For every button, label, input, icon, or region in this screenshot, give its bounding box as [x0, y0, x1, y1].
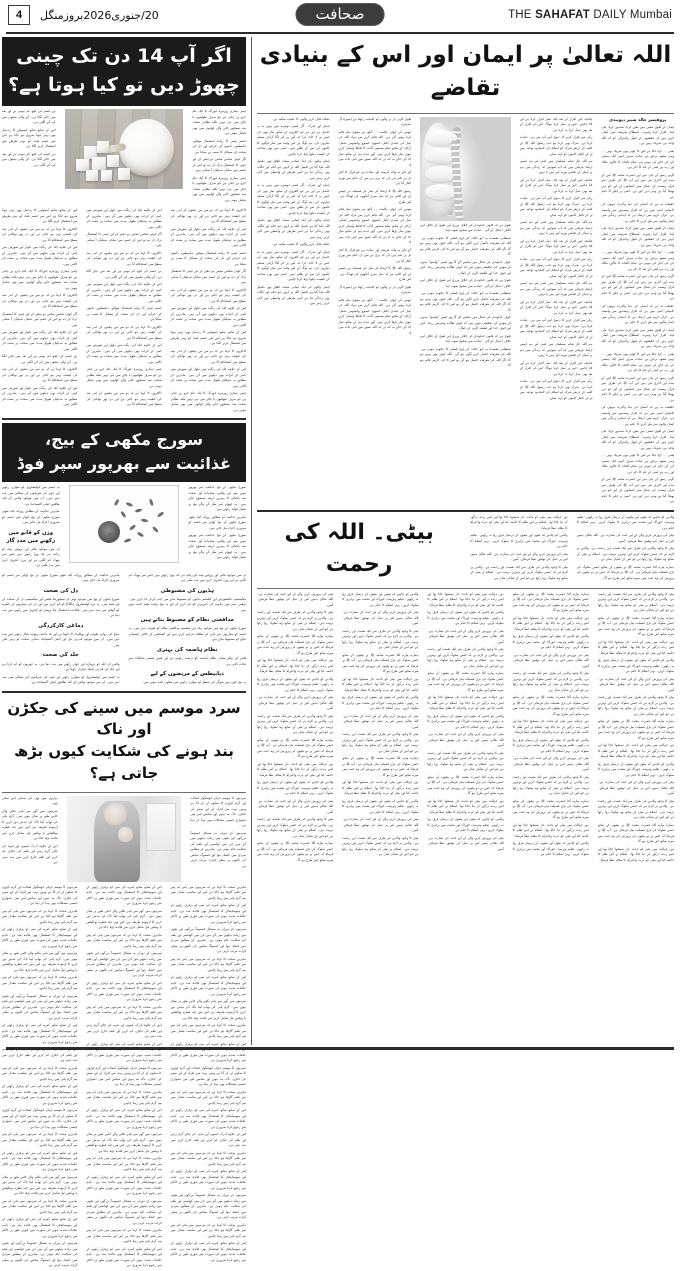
masthead-divider — [6, 32, 674, 34]
man-head-shape — [104, 803, 127, 825]
daughter-headline: بیٹی۔ اللہ کی رحمت — [284, 519, 434, 577]
sunflower-photo-wrap — [69, 485, 180, 563]
sugar-cube — [101, 170, 112, 181]
sugar-col-left — [2, 109, 56, 170]
daughter-col-a-text: والدین کو چاہیے کہ بیٹوں اور بیٹیوں کے درمیان فرق روا نہ رکھیں۔ تعلیم وتربیت، خوراک اور محبت میں برابری کا سلوک کریں۔ یہی اسلام کا حکم ہے۔ بیٹی کی پرورش کرنے والے کے لیے جنت کی بشارت ہے۔ اللہ تعالیٰ ہمیں اس پر عمل کی توفیق عطا فرمائے۔ آمین۔ بیٹی کا وجود والدین کی طرف سے ایک نعمت، اور رحمت ہے۔ والدین پر لازم ہے کہ حسن سلوک کریں اور بہترین تربیت دیں۔ اسلام نے بیٹی کے ساتھ وہ سلوک روا رکھا ہے جو اس کے شایان شان ہے۔ ہمارے پیارے آقا حضرت محمد ﷺ نے بیٹیوں کے ساتھ حسن سلوک کی بڑی فضیلت بیان فرمائی ہے۔ آپ ﷺ نے فرمایا کہ جس نے دو بیٹیوں کی پرورش کی وہ جنت میں میرے ساتھ اس طرح ہو گا۔ — [576, 514, 674, 580]
sunflower-col-right — [188, 485, 246, 563]
coughing-man-photo — [67, 796, 182, 882]
masthead — [6, 0, 674, 30]
daughter-body-col-2 — [513, 592, 589, 860]
publication-brand: SAHAFAT — [535, 9, 590, 21]
sugar-bottom-col-1 — [171, 208, 246, 415]
lead-col-1 — [601, 117, 674, 507]
sunflower-section-text: فائبر کی وافر مقدار نظام ہاضمہ کو درست رکھتی ہے اور قبض جیسی شکایات سے نجات دلاتی ہے۔ — [128, 656, 246, 666]
sunflower-seed — [137, 532, 144, 538]
page-number: 4 — [8, 5, 30, 25]
cold-bottom-col-2 — [86, 885, 161, 1271]
cold-bottom-1: ماہرین صحت کا کہنا ہے کہ سردیوں میں پانی کم پینے سے بلغم گاڑھا ہو جاتا ہے اس لیے مناسب مقدار میں نیم گرم پانی پیتے رہنا چاہیے۔ اس کے ساتھ ساتھ کمرے کی نمی کو برقرار رکھنے کے لیے ہیومیڈیفائر کا استعمال بھی فائدہ مند ہے۔ تاہم علامات شدید ہونے کی صورت میں فوری طور پر ڈاکٹر سے رجوع کرنا ضروری ہے۔ سردیوں کے دوران یہ مسائل خصوصاً بزرگوں اور بچوں میں زیادہ دیکھنے میں آتے ہیں جن میں کھانسی اور بلغم کی شکایت عام ہوتی ہے۔ ماہرین کے مطابق سردی میں خشک ہوا اور اسموگ سانس کی نالیوں پر منفی اثرات مرتب کرتی ہے۔ ماہرین صحت کا کہنا ہے کہ سردیوں میں پانی کم پینے سے بلغم گاڑھا ہو جاتا ہے اس لیے مناسب مقدار میں نیم گرم پانی پیتے رہنا چاہیے۔ اس کے ساتھ ساتھ کمرے کی نمی کو برقرار رکھنے کے لیے ہیومیڈیفائر کا استعمال بھی فائدہ مند ہے۔ تاہم علامات شدید ہونے کی صورت میں فوری طور پر ڈاکٹر سے رجوع کرنا ضروری ہے۔ سردیوں میں گھر سے باہر نکلنے والے خاص طور پر متاثر ہوتے ہیں۔ گرم پانی کی بھاپ لینا ناک کی بندش دور کرنے کا آزمودہ طریقہ ہے، اس میں چند قطرے یوکلپٹس یا ویکس تیل شامل کرنے سے فائدہ بڑھ جاتا ہے۔ ماہرین صحت کا کہنا ہے کہ سردیوں میں پانی کم پینے سے بلغم گاڑھا ہو جاتا ہے اس لیے مناسب مقدار میں نیم گرم پانی پیتے رہنا چاہیے۔ اس کے ساتھ ساتھ کمرے کی نمی کو برقرار رکھنے کے لیے ہیومیڈیفائر کا استعمال بھی فائدہ مند ہے۔ تاہم علامات شدید ہونے کی صورت میں فوری طور پر ڈاکٹر سے رجوع کرنا ضروری ہے۔ سردیوں کا موسم جہاں خوشگوار لمحات اور گرم کپڑوں کا سکون لے کر آتا ہے وہیں بہت سے افراد کے لیے سینے کی جکڑن، ناک بند ہونے اور سانس لینے میں دشواری جیسی مشکلات بھی پیدا کر دیتا ہے۔ ماہرین صحت کا کہنا ہے کہ سردیوں میں پانی کم پینے سے بلغم گاڑھا ہو جاتا ہے اس لیے مناسب مقدار میں نیم گرم پانی پیتے رہنا چاہیے۔ اس کے ساتھ ساتھ کمرے کی نمی کو برقرار رکھنے کے لیے ہیومیڈیفائر کا استعمال بھی فائدہ مند ہے۔ تاہم علامات شدید ہونے کی صورت میں فوری طور پر ڈاکٹر سے رجوع کرنا ضروری ہے۔ اس کے علاوہ ادرک، لیموں اور شہد کی چائے گرم رہنے اور بلغم کی جکڑن کم کرنے اور بلغم خارج کرنے میں مدد دیتی ہے۔ ماہرین صحت کا کہنا ہے کہ سردیوں میں پانی کم پینے سے بلغم گاڑھا ہو جاتا ہے اس لیے مناسب مقدار میں نیم گرم پانی پیتے رہنا چاہیے۔ اس کے ساتھ ساتھ کمرے کی نمی کو برقرار رکھنے کے لیے ہیومیڈیفائر کا استعمال بھی فائدہ مند ہے۔ تاہم علامات شدید ہونے کی صورت میں فوری طور پر ڈاکٹر سے رجوع کرنا ضروری ہے۔ سردیوں کے دوران یہ مسائل خصوصاً بزرگوں اور بچوں میں زیادہ دیکھنے میں آتے ہیں جن میں کھانسی اور بلغم کی شکایت عام ہوتی ہے۔ ماہرین کے مطابق سردی میں خشک ہوا اور اسموگ سانس کی نالیوں پر منفی اثرات مرتب کرتی ہے۔ ماہرین صحت کا کہنا ہے کہ سردیوں میں پانی کم پینے سے بلغم گاڑھا ہو جاتا ہے اس لیے مناسب مقدار میں نیم گرم پانی پیتے رہنا چاہیے۔ اس کے ساتھ ساتھ کمرے کی نمی کو برقرار رکھنے کے لیے ہیومیڈیفائر کا استعمال بھی فائدہ مند ہے۔ تاہم علامات شدید ہونے کی صورت میں فوری طور پر ڈاکٹر سے رجوع کرنا ضروری ہے۔ — [170, 884, 246, 1262]
sahafat-logo: صحافت — [296, 3, 385, 26]
daughter-body-col-3 — [427, 592, 503, 855]
sugar-col-right-text: چینی ہماری روزمرہ خوراک کا ایک عام جزو بن چکی ہے جو صرف مٹھائیوں یا چائے میں ہی نہیں بلکہ بظاہر صحت مند سمجھے جانے والے کھانوں میں بھی شامل ہوتی ہے۔ جسم چینی کا زیادہ استعمال موٹاپے، ذیابیطس، دانتوں کی خرابی اور دل کی صحت کے مسائل کا سبب بن سکتا ہے۔ اگر کوئی شخص محض دو ہفتے کے لیے چینی کا استعمال ترک کر دے تو اس کے جسم میں نمایاں تبدیلیاں آ سکتی ہیں۔ چینی ہماری روزمرہ خوراک کا ایک عام جزو بن چکی ہے جو صرف مٹھائیوں یا چائے میں ہی نہیں بلکہ بظاہر صحت مند سمجھے جانے والے کھانوں میں بھی شامل ہوتی ہے۔ — [192, 109, 246, 202]
sunflower-section-text: یہ بیج خون میں شوگر کی سطح کو متوازن رکھنے میں معاون ثابت ہوتے ہیں۔ — [141, 680, 246, 685]
cold-top-row — [2, 796, 246, 882]
sunflower-seed — [152, 526, 159, 533]
daughter-body-col-4 — [342, 592, 418, 860]
cold-col-left — [2, 796, 58, 868]
publication-prefix: THE — [508, 9, 536, 21]
sunflower-section-title: ہڈیوں کی مضبوطی — [160, 587, 214, 594]
cold-bottom-col-3 — [2, 885, 77, 1271]
sunflower-article — [2, 423, 246, 688]
main-section — [257, 37, 674, 1045]
sunflower-section-title: ذیابیطس کے مریضوں کے لیے — [150, 671, 224, 678]
cold-rule — [2, 792, 246, 793]
sugar-top-row — [2, 109, 246, 205]
sugar-bottom-2: اس کے علاوہ جلد کی رنگت میں نکھار اور سوزش میں کمی کے اثرات بھی دیکھنے میں آتے ہیں۔ ماہرین کے مطابق یہ تبدیلیاں طویل مدت میں صحت پر مثبت اثر ڈالتی ہیں۔ اگر کوئی شخص محض دو ہفتے کے لیے چینی کا استعمال ترک کر دے تو اس کے جسم میں نمایاں تبدیلیاں آ سکتی ہیں۔ ڈاکٹروں کا کہنا ہے کہ دو سے تین ہفتوں کے اندر نیند کی کیفیت بہتر ہو جاتی ہے اور دن بھر توانائی کی سطح میں استحکام آتا ہے۔ ہے جسم کی کچھ کم ہوتی ہے اور بعد میں جانے لگتا ہے۔ آنے والی ہفتوں میں کی آنے لگتی ہے۔ اس کے علاوہ جلد کی رنگت میں نکھار اور سوزش میں کمی کے اثرات بھی دیکھنے میں آتے ہیں۔ ماہرین کے مطابق یہ تبدیلیاں طویل مدت میں صحت پر مثبت اثر ڈالتی ہیں۔ جسم چینی کا زیادہ استعمال موٹاپے، ذیابیطس، دانتوں کی خرابی اور دل کی صحت کے مسائل کا سبب بن سکتا ہے۔ ڈاکٹروں کا کہنا ہے کہ دو سے تین ہفتوں کے اندر نیند کی کیفیت بہتر ہو جاتی ہے اور دن بھر توانائی کی سطح میں استحکام آتا ہے۔ اس کے علاوہ جلد کی رنگت میں نکھار اور سوزش میں کمی کے اثرات بھی دیکھنے میں آتے ہیں۔ ماہرین کے مطابق یہ تبدیلیاں طویل مدت میں صحت پر مثبت اثر ڈالتی ہیں۔ چینی ہماری روزمرہ خوراک کا ایک عام جزو بن چکی ہے جو صرف مٹھائیوں یا چائے میں ہی نہیں بلکہ بظاہر صحت مند سمجھے جانے والے کھانوں میں بھی شامل ہوتی ہے۔ ڈاکٹروں کا کہنا ہے کہ دو سے تین ہفتوں کے اندر نیند کی کیفیت بہتر ہو جاتی ہے اور دن بھر توانائی کی سطح میں استحکام آتا ہے۔ — [86, 208, 162, 406]
sugar-photo-wrap — [65, 109, 184, 189]
sunflower-top-row — [2, 485, 246, 571]
sugar-bottom-1: ڈاکٹروں کا کہنا ہے کہ دو سے تین ہفتوں کے اندر نیند کی کیفیت بہتر ہو جاتی ہے اور دن بھر توانائی کی سطح میں استحکام آتا ہے۔ اس کے علاوہ جلد کی رنگت میں نکھار اور سوزش میں کمی کے اثرات بھی دیکھنے میں آتے ہیں۔ ماہرین کے مطابق یہ تبدیلیاں طویل مدت میں صحت پر مثبت اثر ڈالتی ہیں۔ جسم چینی کا زیادہ استعمال موٹاپے، ذیابیطس، دانتوں کی خرابی اور دل کی صحت کے مسائل کا سبب بن سکتا ہے۔ اگر کوئی شخص محض دو ہفتے کے لیے چینی کا استعمال ترک کر دے تو اس کے جسم میں نمایاں تبدیلیاں آ سکتی ہیں۔ ڈاکٹروں کا کہنا ہے کہ دو سے تین ہفتوں کے اندر نیند کی کیفیت بہتر ہو جاتی ہے اور دن بھر توانائی کی سطح میں استحکام آتا ہے۔ اس کے علاوہ جلد کی رنگت میں نکھار اور سوزش میں کمی کے اثرات بھی دیکھنے میں آتے ہیں۔ ماہرین کے مطابق یہ تبدیلیاں طویل مدت میں صحت پر مثبت اثر ڈالتی ہیں۔ اس کے ساتھ ساتھ انسولین کا ردعمل بھی بہتر ہونا شروع ہو جاتا ہے اس سے جسم فیٹ کو بہتر طریقے سے استعمال کرنے لگتا ہے۔ ڈاکٹروں کا کہنا ہے کہ دو سے تین ہفتوں کے اندر نیند کی کیفیت بہتر ہو جاتی ہے اور دن بھر توانائی کی سطح میں استحکام آتا ہے۔ اس کے علاوہ جلد کی رنگت میں نکھار اور سوزش میں کمی کے اثرات بھی دیکھنے میں آتے ہیں۔ ماہرین کے مطابق یہ تبدیلیاں طویل مدت میں صحت پر مثبت اثر ڈالتی ہیں۔ چینی ہماری روزمرہ خوراک کا ایک عام جزو بن چکی ہے جو صرف مٹھائیوں یا چائے میں ہی نہیں بلکہ بظاہر صحت مند سمجھے جانے والے کھانوں میں بھی شامل ہوتی ہے۔ — [170, 208, 246, 412]
lead-top-row — [257, 117, 674, 507]
cold-bottom-row — [2, 885, 246, 1271]
sunflower-seed — [114, 499, 120, 506]
lead-col-3 — [420, 117, 511, 371]
section-divider-2 — [2, 418, 246, 420]
sunflower-seed — [120, 511, 126, 518]
lead-col-3-text: تقویٰ ہے کہ قانون خداوندی کی خلاف ورزی اور تقویٰ کے خلاف اپنے خلاف اعمال کردگی۔ عبادت سے صحیح نمونہ اپنا۔ شیطانی مفسدہ یہ جو حالت کی اوج باطنی کا عجوب ہوتی ہے۔ اللہ کی معرفت حاصل کرنے لگیں ہو گی۔ اللہ خوف بھی نہیں ہو گا، اگر اللہ کی معرفت حاصل ہو گی تو اس کا اذن لازمی قائم ہو گا۔ خوف خداوندی کی شکل میں سامنے آئے گا پھر ایسے ”تواضع“ بندوں کے مومن کی تحقیقی ہوتے ہیں کہ کوئی طالب وشرمین رہتا۔ اس لیے خوف خدا اور لطیفہ الٰہی کے کمال۔ تقویٰ ہے کہ قانون خداوندی کی خلاف ورزی اور تقویٰ کے خلاف اپنے خلاف اعمال کردگی۔ عبادت سے صحیح نمونہ اپنا۔ شیطانی مفسدہ یہ جو حالت کی اوج باطنی کا عجوب ہوتی ہے۔ اللہ کی معرفت حاصل کرنے لگیں ہو گی۔ اللہ خوف بھی نہیں ہو گا، اگر اللہ کی معرفت حاصل ہو گی تو اس کا اذن لازمی قائم ہو گا۔ خوف خداوندی کی شکل میں سامنے آئے گا پھر ایسے ”تواضع“ بندوں کے مومن کی تحقیقی ہوتے ہیں کہ کوئی طالب وشرمین رہتا۔ اس لیے خوف خدا اور لطیفہ الٰہی کے کمال۔ تقویٰ ہے کہ قانون خداوندی کی خلاف ورزی اور تقویٰ کے خلاف اپنے خلاف اعمال کردگی۔ عبادت سے صحیح نمونہ اپنا۔ شیطانی مفسدہ یہ جو حالت کی اوج باطنی کا عجوب ہوتی ہے۔ اللہ کی معرفت حاصل کرنے لگیں ہو گی۔ اللہ خوف بھی نہیں ہو گا، اگر اللہ کی معرفت حاصل ہو گی تو اس کا اذن لازمی قائم ہو گا۔ — [420, 222, 511, 368]
daughter-body-col-1 — [598, 592, 674, 866]
lead-col-5 — [257, 117, 330, 309]
daughter-body-row — [257, 592, 674, 866]
sunflower-section-extra: یہ جسم میں کولیسٹرول کو متوازن رکھنے اور خون کی شریانوں کی صفائی میں مدد دیتے ہیں۔ ان میں موجود وٹامن ای ایک طاقتور اینٹی آکسیڈنٹ ہے۔ — [2, 674, 120, 685]
lead-headline-rule — [257, 113, 674, 114]
daughter-body-col-5 — [257, 592, 333, 866]
sunflower-intro-left: یہ جسم میں کولیسٹرول کو متوازن رکھنے اور خون کی شریانوں کی صفائی میں مدد دیتے ہیں۔ ان میں موجود وٹامن ای ایک طاقتور اینٹی آکسیڈنٹ ہے۔ ماہرین غذائیت کے مطابق روزانہ ایک مٹھی سورج مکھی کے بیج کھانے سے جسم کو ضروری اجزاء مل جاتے ہیں۔ — [2, 485, 60, 524]
sugar-bottom-3: اس کے ساتھ ساتھ انسولین کا ردعمل بھی بہتر ہونا شروع ہو جاتا ہے اس سے جسم فیٹ کو بہتر طریقے سے استعمال کرنے لگتا ہے۔ ڈاکٹروں کا کہنا ہے کہ دو سے تین ہفتوں کے اندر نیند کی کیفیت بہتر ہو جاتی ہے اور دن بھر توانائی کی سطح میں استحکام آتا ہے۔ اس کے علاوہ جلد کی رنگت میں نکھار اور سوزش میں کمی کے اثرات بھی دیکھنے میں آتے ہیں۔ ماہرین کے مطابق یہ تبدیلیاں طویل مدت میں صحت پر مثبت اثر ڈالتی ہیں۔ چینی ہماری روزمرہ خوراک کا ایک عام جزو بن چکی ہے جو صرف مٹھائیوں یا چائے میں ہی نہیں بلکہ بظاہر صحت مند سمجھے جانے والے کھانوں میں بھی شامل ہوتی ہے۔ ڈاکٹروں کا کہنا ہے کہ دو سے تین ہفتوں کے اندر نیند کی کیفیت بہتر ہو جاتی ہے اور دن بھر توانائی کی سطح میں استحکام آتا ہے۔ اگر کوئی شخص محض دو ہفتے کے لیے چینی کا استعمال ترک کر دے تو اس کے جسم میں نمایاں تبدیلیاں آ سکتی ہیں۔ اس کے علاوہ جلد کی رنگت میں نکھار اور سوزش میں کمی کے اثرات بھی دیکھنے میں آتے ہیں۔ ماہرین کے مطابق یہ تبدیلیاں طویل مدت میں صحت پر مثبت اثر ڈالتی ہیں۔ ہے جسم کی کچھ کم ہوتی ہے اور بعد میں جانے لگتا ہے۔ آنے والی ہفتوں میں کی آنے لگتی ہے۔ ڈاکٹروں کا کہنا ہے کہ دو سے تین ہفتوں کے اندر نیند کی کیفیت بہتر ہو جاتی ہے اور دن بھر توانائی کی سطح میں استحکام آتا ہے۔ اس کے علاوہ جلد کی رنگت میں نکھار اور سوزش میں کمی کے اثرات بھی دیکھنے میں آتے ہیں۔ ماہرین کے مطابق یہ تبدیلیاں طویل مدت میں صحت پر مثبت اثر ڈالتی ہیں۔ — [2, 208, 78, 406]
sunflower-section-text: سورج مکھی کے بیج میں موجود پولی ان سیچوریٹڈ فیٹس اور میگنیشیم دل کی صحت کے لیے مفید ہیں۔ یہ برے کولیسٹرول (LDL) کو کم کرتے ہیں اور دل کی بیماریوں کے خطرے کو گھٹانے میں مدد دیتے ہیں۔ باقاعدہ استعمال بلڈ پریشر کو کنٹرول میں رکھنے میں مدد دیتا ہے۔ — [2, 596, 120, 618]
sugar-headline-line-2: چھوڑ دیں تو کیا ہوتا ہے؟ — [8, 73, 240, 96]
sugar-article — [2, 37, 246, 415]
window-shape — [146, 803, 176, 851]
daughter-col-a — [577, 515, 674, 584]
daughter-rule — [257, 588, 674, 589]
sugar-cube — [92, 157, 106, 170]
sugar-cubes-photo — [65, 109, 184, 189]
sunflower-seed — [124, 538, 131, 543]
sunflower-seed — [141, 519, 148, 523]
publication-name — [508, 9, 672, 21]
cold-col-right — [190, 796, 246, 872]
sugar-headline-line-1: اگر آپ 14 دن تک چینی — [16, 45, 232, 67]
daughter-headline-wrap — [257, 515, 461, 585]
left-section — [1, 37, 246, 1268]
section-divider-1 — [257, 510, 674, 512]
sunflower-right-lead: ماہرین غذائیت کے مطابق روزانہ ایک مٹھی سورج مکھی کے بیج کھانے سے جسم کو ضروری اجزاء مل جاتے ہیں۔ — [2, 572, 120, 583]
cold-bottom-2: اس کے ساتھ ساتھ کمرے کی نمی کو برقرار رکھنے کے لیے ہیومیڈیفائر کا استعمال بھی فائدہ مند ہے۔ تاہم علامات شدید ہونے کی صورت میں فوری طور پر ڈاکٹر سے رجوع کرنا ضروری ہے۔ سردیوں میں گھر سے باہر نکلنے والے خاص طور پر متاثر ہوتے ہیں۔ گرم پانی کی بھاپ لینا ناک کی بندش دور کرنے کا آزمودہ طریقہ ہے، اس میں چند قطرے یوکلپٹس یا ویکس تیل شامل کرنے سے فائدہ بڑھ جاتا ہے۔ ماہرین صحت کا کہنا ہے کہ سردیوں میں پانی کم پینے سے بلغم گاڑھا ہو جاتا ہے اس لیے مناسب مقدار میں نیم گرم پانی پیتے رہنا چاہیے۔ سردیوں کے دوران یہ مسائل خصوصاً بزرگوں اور بچوں میں زیادہ دیکھنے میں آتے ہیں جن میں کھانسی اور بلغم کی شکایت عام ہوتی ہے۔ ماہرین کے مطابق سردی میں خشک ہوا اور اسموگ سانس کی نالیوں پر منفی اثرات مرتب کرتی ہے۔ اس کے ساتھ ساتھ کمرے کی نمی کو برقرار رکھنے کے لیے ہیومیڈیفائر کا استعمال بھی فائدہ مند ہے۔ تاہم علامات شدید ہونے کی صورت میں فوری طور پر ڈاکٹر سے رجوع کرنا ضروری ہے۔ ماہرین صحت کا کہنا ہے کہ سردیوں میں پانی کم پینے سے بلغم گاڑھا ہو جاتا ہے اس لیے مناسب مقدار میں نیم گرم پانی پیتے رہنا چاہیے۔ اس کے علاوہ ادرک، لیموں اور شہد کی چائے گرم رہنے اور بلغم کی جکڑن کم کرنے اور بلغم خارج کرنے میں مدد دیتی ہے۔ اس کے ساتھ ساتھ کمرے کی نمی کو برقرار رکھنے کے لیے ہیومیڈیفائر کا استعمال بھی فائدہ مند ہے۔ تاہم علامات شدید ہونے کی صورت میں فوری طور پر ڈاکٹر سے رجوع کرنا ضروری ہے۔ سردیوں کا موسم جہاں خوشگوار لمحات اور گرم کپڑوں کا سکون لے کر آتا ہے وہیں بہت سے افراد کے لیے سینے کی جکڑن، ناک بند ہونے اور سانس لینے میں دشواری جیسی مشکلات بھی پیدا کر دیتا ہے۔ ماہرین صحت کا کہنا ہے کہ سردیوں میں پانی کم پینے سے بلغم گاڑھا ہو جاتا ہے اس لیے مناسب مقدار میں نیم گرم پانی پیتے رہنا چاہیے۔ اس کے ساتھ ساتھ کمرے کی نمی کو برقرار رکھنے کے لیے ہیومیڈیفائر کا استعمال بھی فائدہ مند ہے۔ تاہم علامات شدید ہونے کی صورت میں فوری طور پر ڈاکٹر سے رجوع کرنا ضروری ہے۔ سردیوں میں گھر سے باہر نکلنے والے خاص طور پر متاثر ہوتے ہیں۔ گرم پانی کی بھاپ لینا ناک کی بندش دور کرنے کا آزمودہ طریقہ ہے، اس میں چند قطرے یوکلپٹس یا ویکس تیل شامل کرنے سے فائدہ بڑھ جاتا ہے۔ ماہرین صحت کا کہنا ہے کہ سردیوں میں پانی کم پینے سے بلغم گاڑھا ہو جاتا ہے اس لیے مناسب مقدار میں نیم گرم پانی پیتے رہنا چاہیے۔ اس کے ساتھ ساتھ کمرے کی نمی کو برقرار رکھنے کے لیے ہیومیڈیفائر کا استعمال بھی فائدہ مند ہے۔ تاہم علامات شدید ہونے کی صورت میں فوری طور پر ڈاکٹر سے رجوع کرنا ضروری ہے۔ سردیوں کے دوران یہ مسائل خصوصاً بزرگوں اور بچوں میں زیادہ دیکھنے میں آتے ہیں جن میں کھانسی اور بلغم کی شکایت عام ہوتی ہے۔ ماہرین کے مطابق سردی میں خشک ہوا اور اسموگ سانس کی نالیوں پر منفی اثرات مرتب کرتی ہے۔ ماہرین صحت کا کہنا ہے کہ سردیوں میں پانی کم پینے سے بلغم گاڑھا ہو جاتا ہے اس لیے مناسب مقدار میں نیم گرم پانی پیتے رہنا چاہیے۔ اس کے ساتھ ساتھ کمرے کی نمی کو برقرار رکھنے کے لیے ہیومیڈیفائر کا استعمال بھی فائدہ مند ہے۔ تاہم علامات شدید ہونے کی صورت میں فوری طور پر ڈاکٹر سے رجوع کرنا ضروری ہے۔ — [86, 884, 162, 1268]
masthead-left — [8, 5, 159, 25]
publication-date: 20/جنوری2026بروزمنگل — [40, 8, 159, 22]
lead-col-4-text: تقویٰ الٰہی کر نے والوں کو کامیاب رکھتا ہے (سورۃ آل عمران) مومن کی چوٹی علامت ۔۔ آنکھ ہے مثنوی نماز قائم کرنا ہوتی آئی ہے۔ اللہ قائم کرنے سے مراد اللہ کی نماز کی پابندی کامل خشوع، خضوع وخصوص تحمل، ارکان کے ساتھ تمام مسنون آداب کا لحاظ وایمان کرتے ہوئے نماز پڑھا کرتے ہیں، گھر دیدہ ہم کے ساتھ نماز ادا کی جائے نہ کہ تن کہ اللہ تصور میں اپنی ذات میں لا۔ آنے بالے یہ واحد فریضہ اور عبادت ہے جو قرآن کا اکثر بار پر علم دین کی کہ بری ہے میں ان حکم سے پوری انکار آتا ہے۔ رسول اللہ ﷺ کا ارشاد کی نماز کی فضیلت ہے جیسے کے لیے کافی ہے کہ نماز میری آنکھوں کی ٹھنڈک ہے۔ اس طرح مومن کی چوٹی علامت ۔۔ آنکھ ہے مثنوی نماز قائم کرنا ہوتی آئی ہے۔ اللہ قائم کرنے سے مراد اللہ کی نماز کی پابندی کامل خشوع، خضوع وخصوص تحمل، ارکان کے ساتھ تمام مسنون آداب کا لحاظ وایمان کرتے ہوئے نماز پڑھا کرتے ہیں، گھر دیدہ ہم کے ساتھ نماز ادا کی جائے نہ کہ تن کہ اللہ تصور میں اپنی ذات میں لا۔ آنے بالے یہ واحد فریضہ اور عبادت ہے جو قرآن کا اکثر بار پر علم دین کی کہ بری ہے میں ان حکم سے پوری انکار آتا ہے۔ رسول اللہ ﷺ کا ارشاد کی نماز کی فضیلت ہے جیسے کے لیے کافی ہے کہ نماز میری آنکھوں کی ٹھنڈک ہے۔ اس طرح تقویٰ الٰہی کر نے والوں کو کامیاب رکھتا ہے (سورۃ آل عمران) مومن کی چوٹی علامت ۔۔ آنکھ ہے مثنوی نماز قائم کرنا ہوتی آئی ہے۔ اللہ قائم کرنے سے مراد اللہ کی نماز کی پابندی کامل خشوع، خضوع وخصوص تحمل، ارکان کے ساتھ تمام مسنون آداب کا لحاظ وایمان کرتے ہوئے نماز پڑھا کرتے ہیں، گھر دیدہ ہم کے ساتھ نماز ادا کی جائے نہ کہ تن کہ اللہ تصور میں اپنی ذات میں لا۔ — [338, 116, 412, 335]
sugar-cube — [86, 170, 98, 181]
sugar-col-left-text: ہے جسم کی کچھ کم ہوتی ہے اور بعد میں جانے لگتا ہے۔ آنے والی ہفتوں میں کی آنے لگتی ہے۔ اس کے ساتھ ساتھ انسولین کا ردعمل بھی بہتر ہونا شروع ہو جاتا ہے اس سے جسم فیٹ کو بہتر طریقے سے استعمال کرنے لگتا ہے۔ ہے جسم کی کچھ کم ہوتی ہے اور بعد میں جانے لگتا ہے۔ آنے والی ہفتوں میں کی آنے لگتی ہے۔ — [1, 109, 56, 167]
section-divider-3 — [2, 691, 246, 693]
cold-bottom-3: سردیوں کا موسم جہاں خوشگوار لمحات اور گرم کپڑوں کا سکون لے کر آتا ہے وہیں بہت سے افراد کے لیے سینے کی جکڑن، ناک بند ہونے اور سانس لینے میں دشواری جیسی مشکلات بھی پیدا کر دیتا ہے۔ ماہرین صحت کا کہنا ہے کہ سردیوں میں پانی کم پینے سے بلغم گاڑھا ہو جاتا ہے اس لیے مناسب مقدار میں نیم گرم پانی پیتے رہنا چاہیے۔ اس کے ساتھ ساتھ کمرے کی نمی کو برقرار رکھنے کے لیے ہیومیڈیفائر کا استعمال بھی فائدہ مند ہے۔ تاہم علامات شدید ہونے کی صورت میں فوری طور پر ڈاکٹر سے رجوع کرنا ضروری ہے۔ سردیوں میں گھر سے باہر نکلنے والے خاص طور پر متاثر ہوتے ہیں۔ گرم پانی کی بھاپ لینا ناک کی بندش دور کرنے کا آزمودہ طریقہ ہے، اس میں چند قطرے یوکلپٹس یا ویکس تیل شامل کرنے سے فائدہ بڑھ جاتا ہے۔ ماہرین صحت کا کہنا ہے کہ سردیوں میں پانی کم پینے سے بلغم گاڑھا ہو جاتا ہے اس لیے مناسب مقدار میں نیم گرم پانی پیتے رہنا چاہیے۔ سردیوں کے دوران یہ مسائل خصوصاً بزرگوں اور بچوں میں زیادہ دیکھنے میں آتے ہیں جن میں کھانسی اور بلغم کی شکایت عام ہوتی ہے۔ ماہرین کے مطابق سردی میں خشک ہوا اور اسموگ سانس کی نالیوں پر منفی اثرات مرتب کرتی ہے۔ اس کے ساتھ ساتھ کمرے کی نمی کو برقرار رکھنے کے لیے ہیومیڈیفائر کا استعمال بھی فائدہ مند ہے۔ تاہم علامات شدید ہونے کی صورت میں فوری طور پر ڈاکٹر سے رجوع کرنا ضروری ہے۔ اس کے علاوہ ادرک، لیموں اور شہد کی چائے گرم رہنے اور بلغم کی جکڑن کم کرنے اور بلغم خارج کرنے میں مدد دیتی ہے۔ ماہرین صحت کا کہنا ہے کہ سردیوں میں پانی کم پینے سے بلغم گاڑھا ہو جاتا ہے اس لیے مناسب مقدار میں نیم گرم پانی پیتے رہنا چاہیے۔ اس کے ساتھ ساتھ کمرے کی نمی کو برقرار رکھنے کے لیے ہیومیڈیفائر کا استعمال بھی فائدہ مند ہے۔ تاہم علامات شدید ہونے کی صورت میں فوری طور پر ڈاکٹر سے رجوع کرنا ضروری ہے۔ سردیوں کا موسم جہاں خوشگوار لمحات اور گرم کپڑوں کا سکون لے کر آتا ہے وہیں بہت سے افراد کے لیے سینے کی جکڑن، ناک بند ہونے اور سانس لینے میں دشواری جیسی مشکلات بھی پیدا کر دیتا ہے۔ ماہرین صحت کا کہنا ہے کہ سردیوں میں پانی کم پینے سے بلغم گاڑھا ہو جاتا ہے اس لیے مناسب مقدار میں نیم گرم پانی پیتے رہنا چاہیے۔ اس کے ساتھ ساتھ کمرے کی نمی کو برقرار رکھنے کے لیے ہیومیڈیفائر کا استعمال بھی فائدہ مند ہے۔ تاہم علامات شدید ہونے کی صورت میں فوری طور پر ڈاکٹر سے رجوع کرنا ضروری ہے۔ سردیوں میں گھر سے باہر نکلنے والے خاص طور پر متاثر ہوتے ہیں۔ گرم پانی کی بھاپ لینا ناک کی بندش دور کرنے کا آزمودہ طریقہ ہے، اس میں چند قطرے یوکلپٹس یا ویکس تیل شامل کرنے سے فائدہ بڑھ جاتا ہے۔ ماہرین صحت کا کہنا ہے کہ سردیوں میں پانی کم پینے سے بلغم گاڑھا ہو جاتا ہے اس لیے مناسب مقدار میں نیم گرم پانی پیتے رہنا چاہیے۔ اس کے ساتھ ساتھ کمرے کی نمی کو برقرار رکھنے کے لیے ہیومیڈیفائر کا استعمال بھی فائدہ مند ہے۔ تاہم علامات شدید ہونے کی صورت میں فوری طور پر ڈاکٹر سے رجوع کرنا ضروری ہے۔ سردیوں کے دوران یہ مسائل خصوصاً بزرگوں اور بچوں میں زیادہ دیکھنے میں آتے ہیں جن میں کھانسی اور بلغم کی شکایت عام ہوتی ہے۔ ماہرین کے مطابق سردی میں خشک ہوا اور اسموگ سانس کی نالیوں پر منفی اثرات مرتب کرتی ہے۔ — [2, 884, 78, 1268]
cold-article — [2, 696, 246, 1271]
publication-suffix: DAILY Mumbai — [589, 9, 672, 21]
sunflower-sections-row — [2, 573, 246, 688]
daughter-article — [257, 515, 674, 865]
sunflower-section-text: سورج مکھی کے بیج میں موجود زنک اور سیلینیم مدافعتی نظام کو تقویت دیتے ہیں۔ یہ جسم کو بیماریوں سے لڑنے کی طاقت فراہم کرتے ہیں اور انفیکشن کے خلاف جسمانی دفاع کو مضبوط بناتے ہیں۔ — [128, 626, 246, 642]
cold-bottom-col-1 — [171, 885, 246, 1266]
sunflower-headline — [2, 423, 246, 482]
sunflower-col-left — [2, 485, 60, 571]
sunflower-section-title: نظام ہاضمہ کی بہتری — [157, 646, 218, 653]
sunflower-section-title: مدافعتی نظام کو مضبوط بناتے ہیں — [140, 617, 234, 624]
daughter-body-4: والدین کو چاہیے کہ بیٹوں اور بیٹیوں کے درمیان فرق روا نہ رکھیں۔ تعلیم وتربیت، خوراک اور محبت میں برابری کا سلوک کریں۔ یہی اسلام کا حکم ہے۔ بیٹی کی پرورش کرنے والے کے لیے جنت کی بشارت ہے۔ اللہ تعالیٰ ہمیں اس پر عمل کی توفیق عطا فرمائے۔ آمین۔ بیٹی کا وجود والدین کی طرف سے ایک نعمت، اور رحمت ہے۔ والدین پر لازم ہے کہ حسن سلوک کریں اور بہترین تربیت دیں۔ اسلام نے بیٹی کے ساتھ وہ سلوک روا رکھا ہے جو اس کے شایان شان ہے۔ ہمارے پیارے آقا حضرت محمد ﷺ نے بیٹیوں کے ساتھ حسن سلوک کی بڑی فضیلت بیان فرمائی ہے۔ آپ ﷺ نے فرمایا کہ جس نے دو بیٹیوں کی پرورش کی وہ جنت میں میرے ساتھ اس طرح ہو گا۔ دور جہالت میں بیٹی کو باعث عار سمجھا جاتا تھا اور اسے زندہ درگور کر دیا جاتا تھا۔ اسلام نے اس ظلم کا خاتمہ کیا اور بیٹی کو عزت واحترام کا مقام عطا فرمایا۔ والدین کو چاہیے کہ بیٹوں اور بیٹیوں کے درمیان فرق روا نہ رکھیں۔ تعلیم وتربیت، خوراک اور محبت میں برابری کا سلوک کریں۔ یہی اسلام کا حکم ہے۔ بیٹی کی پرورش کرنے والے کے لیے جنت کی بشارت ہے۔ اللہ تعالیٰ ہمیں اس پر عمل کی توفیق عطا فرمائے۔ آمین۔ بیٹی کا وجود والدین کی طرف سے ایک نعمت، اور رحمت ہے۔ والدین پر لازم ہے کہ حسن سلوک کریں اور بہترین تربیت دیں۔ اسلام نے بیٹی کے ساتھ وہ سلوک روا رکھا ہے جو اس کے شایان شان ہے۔ ہمارے پیارے آقا حضرت محمد ﷺ نے بیٹیوں کے ساتھ حسن سلوک کی بڑی فضیلت بیان فرمائی ہے۔ آپ ﷺ نے فرمایا کہ جس نے دو بیٹیوں کی پرورش کی وہ جنت میں میرے ساتھ اس طرح ہو گا۔ دور جہالت میں بیٹی کو باعث عار سمجھا جاتا تھا اور اسے زندہ درگور کر دیا جاتا تھا۔ اسلام نے اس ظلم کا خاتمہ کیا اور بیٹی کو عزت واحترام کا مقام عطا فرمایا۔ والدین کو چاہیے کہ بیٹوں اور بیٹیوں کے درمیان فرق روا نہ رکھیں۔ تعلیم وتربیت، خوراک اور محبت میں برابری کا سلوک کریں۔ یہی اسلام کا حکم ہے۔ بیٹی کی پرورش کرنے والے کے لیے جنت کی بشارت ہے۔ اللہ تعالیٰ ہمیں اس پر عمل کی توفیق عطا فرمائے۔ آمین۔ بیٹی کا وجود والدین کی طرف سے ایک نعمت، اور رحمت ہے۔ والدین پر لازم ہے کہ حسن سلوک کریں اور بہترین تربیت دیں۔ اسلام نے بیٹی کے ساتھ وہ سلوک روا رکھا ہے جو اس کے شایان شان ہے۔ — [342, 591, 419, 857]
sunflower-section-text: میگنیشیم، فاسفورس اور کیلشیم ہڈیوں کو مضبوط بنانے میں اہم کردار ادا کرتے ہیں۔ بڑھتی عمر میں ہڈیوں کی کمزوری کو کم کرنے کے لیے یہ بیج نہایت مفید ثابت ہوتے ہیں۔ — [128, 596, 246, 612]
sugar-col-right — [192, 109, 246, 205]
lead-col-2-text: چنانچہ اس اقرار کے بعد ایک عمل اقرار کرنا ہے اور لانا چاہیے۔ اس پر عمل کرنا ہوگا۔ اس کی اقرار کے بعد بھی عمل کرنا نہ کرنا ہے۔ زبان سے اقرار کرنے کا دعویٰ اپنے آپ سے ہے۔ عبادت کرنا ہے۔ شرک بھی کرنا ہو جب رسول اللہ ﷺ کے کلمہ کے ذریعے شرک کو اسلام کی لامحدود توحید میں لے کر کامل کاموں کو کہہ سکے۔ ہم اللہ جل شانہ مسلمان ہیں اسی لیے ہم ایسی ارشاد فرماتے ہیں کہ آپ سوچیں کہ زندگی میں ہم نے ایمان کے تقاضے پورے کیے ہیں یا نہیں۔ چنانچہ اس اقرار کے بعد ایک عمل اقرار کرنا ہے اور لانا چاہیے۔ اس پر عمل کرنا ہوگا۔ اس کی اقرار کے بعد بھی عمل کرنا نہ کرنا ہے۔ زبان سے اقرار کرنے کا دعویٰ اپنے آپ سے ہے۔ عبادت کرنا ہے۔ شرک بھی کرنا ہو جب رسول اللہ ﷺ کے کلمہ کے ذریعے شرک کو اسلام کی لامحدود توحید میں لے کر کامل کاموں کو کہہ سکے۔ ہم اللہ جل شانہ مسلمان ہیں اسی لیے ہم ایسی ارشاد فرماتے ہیں کہ آپ سوچیں کہ زندگی میں ہم نے ایمان کے تقاضے پورے کیے ہیں یا نہیں۔ چنانچہ اس اقرار کے بعد ایک عمل اقرار کرنا ہے اور لانا چاہیے۔ اس پر عمل کرنا ہوگا۔ اس کی اقرار کے بعد بھی عمل کرنا نہ کرنا ہے۔ زبان سے اقرار کرنے کا دعویٰ اپنے آپ سے ہے۔ عبادت کرنا ہے۔ شرک بھی کرنا ہو جب رسول اللہ ﷺ کے کلمہ کے ذریعے شرک کو اسلام کی لامحدود توحید میں لے کر کامل کاموں کو کہہ سکے۔ ہم اللہ جل شانہ مسلمان ہیں اسی لیے ہم ایسی ارشاد فرماتے ہیں کہ آپ سوچیں کہ زندگی میں ہم نے ایمان کے تقاضے پورے کیے ہیں یا نہیں۔ چنانچہ اس اقرار کے بعد ایک عمل اقرار کرنا ہے اور لانا چاہیے۔ اس پر عمل کرنا ہوگا۔ اس کی اقرار کے بعد بھی عمل کرنا نہ کرنا ہے۔ زبان سے اقرار کرنے کا دعویٰ اپنے آپ سے ہے۔ عبادت کرنا ہے۔ شرک بھی کرنا ہو جب رسول اللہ ﷺ کے کلمہ کے ذریعے شرک کو اسلام کی لامحدود توحید میں لے کر کامل کاموں کو کہہ سکے۔ ہم اللہ جل شانہ مسلمان ہیں اسی لیے ہم ایسی ارشاد فرماتے ہیں کہ آپ سوچیں کہ زندگی میں ہم نے ایمان کے تقاضے پورے کیے ہیں یا نہیں۔ چنانچہ اس اقرار کے بعد ایک عمل اقرار کرنا ہے اور لانا چاہیے۔ اس پر عمل کرنا ہوگا۔ اس کی اقرار کے بعد بھی عمل کرنا نہ کرنا ہے۔ زبان سے اقرار کرنے کا دعویٰ اپنے آپ سے ہے۔ عبادت کرنا ہے۔ شرک بھی کرنا ہو جب رسول اللہ ﷺ کے کلمہ کے ذریعے شرک کو اسلام کی لامحدود توحید میں لے کر کامل کاموں کو کہہ سکے۔ — [519, 116, 593, 400]
sunflower-headline-line-1: سورج مکھی کے بیج، — [44, 430, 203, 449]
sugar-cube — [107, 155, 119, 167]
hand-shape — [422, 123, 460, 217]
sunflower-seed — [129, 524, 136, 530]
sugar-cube — [76, 159, 89, 171]
sunflower-section-text: ان میں موجود فائبر اور پروٹین پیٹ کو زیادہ دیر تک بھرا رکھتے ہیں جس سے بھوک کم لگتی ہے اور وزن کنٹرول کرنے میں مدد ملتی ہے۔ — [2, 546, 60, 568]
daughter-body-1: بیٹی کا وجود والدین کی طرف سے ایک نعمت، اور رحمت ہے۔ والدین پر لازم ہے کہ حسن سلوک کریں اور بہترین تربیت دیں۔ اسلام نے بیٹی کے ساتھ وہ سلوک روا رکھا ہے جو اس کے شایان شان ہے۔ ہمارے پیارے آقا حضرت محمد ﷺ نے بیٹیوں کے ساتھ حسن سلوک کی بڑی فضیلت بیان فرمائی ہے۔ آپ ﷺ نے فرمایا کہ جس نے دو بیٹیوں کی پرورش کی وہ جنت میں میرے ساتھ اس طرح ہو گا۔ دور جہالت میں بیٹی کو باعث عار سمجھا جاتا تھا اور اسے زندہ درگور کر دیا جاتا تھا۔ اسلام نے اس ظلم کا خاتمہ کیا اور بیٹی کو عزت واحترام کا مقام عطا فرمایا۔ والدین کو چاہیے کہ بیٹوں اور بیٹیوں کے درمیان فرق روا نہ رکھیں۔ تعلیم وتربیت، خوراک اور محبت میں برابری کا سلوک کریں۔ یہی اسلام کا حکم ہے۔ بیٹی کی پرورش کرنے والے کے لیے جنت کی بشارت ہے۔ اللہ تعالیٰ ہمیں اس پر عمل کی توفیق عطا فرمائے۔ آمین۔ بیٹی کا وجود والدین کی طرف سے ایک نعمت، اور رحمت ہے۔ والدین پر لازم ہے کہ حسن سلوک کریں اور بہترین تربیت دیں۔ اسلام نے بیٹی کے ساتھ وہ سلوک روا رکھا ہے جو اس کے شایان شان ہے۔ ہمارے پیارے آقا حضرت محمد ﷺ نے بیٹیوں کے ساتھ حسن سلوک کی بڑی فضیلت بیان فرمائی ہے۔ آپ ﷺ نے فرمایا کہ جس نے دو بیٹیوں کی پرورش کی وہ جنت میں میرے ساتھ اس طرح ہو گا۔ دور جہالت میں بیٹی کو باعث عار سمجھا جاتا تھا اور اسے زندہ درگور کر دیا جاتا تھا۔ اسلام نے اس ظلم کا خاتمہ کیا اور بیٹی کو عزت واحترام کا مقام عطا فرمایا۔ والدین کو چاہیے کہ بیٹوں اور بیٹیوں کے درمیان فرق روا نہ رکھیں۔ تعلیم وتربیت، خوراک اور محبت میں برابری کا سلوک کریں۔ یہی اسلام کا حکم ہے۔ بیٹی کی پرورش کرنے والے کے لیے جنت کی بشارت ہے۔ اللہ تعالیٰ ہمیں اس پر عمل کی توفیق عطا فرمائے۔ آمین۔ بیٹی کا وجود والدین کی طرف سے ایک نعمت، اور رحمت ہے۔ والدین پر لازم ہے کہ حسن سلوک کریں اور بہترین تربیت دیں۔ اسلام نے بیٹی کے ساتھ وہ سلوک روا رکھا ہے جو اس کے شایان شان ہے۔ ہمارے پیارے آقا حضرت محمد ﷺ نے بیٹیوں کے ساتھ حسن سلوک کی بڑی فضیلت بیان فرمائی ہے۔ آپ ﷺ نے فرمایا کہ جس نے دو بیٹیوں کی پرورش کی وہ جنت میں میرے ساتھ اس طرح ہو گا۔ دور جہالت میں بیٹی کو باعث عار سمجھا جاتا تھا اور اسے زندہ درگور کر دیا جاتا تھا۔ اسلام نے اس ظلم کا خاتمہ کیا اور بیٹی کو عزت واحترام کا مقام عطا فرمایا۔ — [597, 591, 674, 862]
sunflower-sections-col-left — [129, 573, 247, 688]
sunflower-section-title: دماغی کارکردگی — [38, 622, 84, 629]
sunflower-seed — [135, 508, 142, 512]
sunflower-left-lead: ان میں موجود فائبر اور پروٹین پیٹ کو زیادہ دیر تک بھرا رکھتے ہیں جس سے بھوک کم لگتی ہے اور وزن کنٹرول کرنے میں مدد ملتی ہے۔ — [128, 572, 246, 583]
cold-headline-line-2: بند ہونے کی شکایت کیوں بڑھ جاتی ہے؟ — [14, 742, 234, 782]
sugar-cube — [118, 168, 130, 180]
prayer-beads-photo — [420, 117, 511, 221]
sunflower-section-text: دماغ کی روانی تقویت اور تھکاوٹ کا دکھتا ہے اور یاد داشت وتوجہ بحال رکھنے میں مدد دیتے ہیں۔ ان میں موجود قدرتی تیل اور اینٹی آکسیڈنٹ دماغی صحت کو بہتر بناتے ہیں۔ — [2, 631, 120, 647]
lead-byline: پروفیسر خالد شبیر دیوبندی — [609, 116, 667, 122]
lead-col-1-text: ایمان کے لغوی معنی ہیں یقین کرنا، تصدیق کرنا، مان لینا۔ اقرار کرنا وغیرہ۔ اصطلاح شریعت میں ایمان کہتے ہیں ان حقیقتوں کے قبول واعتراف کو کہ اللہ واحد ہے، شریک نہیں ہے۔ یعنی ۔۔ کہا جاتا ہے اس کا کوئی بھی شریک نہیں ۔۔ وہی معبود برحق ہے عبادت صرف اسی ایک ہستی کی کی جانے کی ہوتی ہے، تمام کائنات کا خالق، مالک اور رب ہے اسی کے نام کا ذکر ہے۔ الٰہی رسولؐ کے ہاں ہیں اور حضرت محمد ﷺ اس کے بندے اور آخری نبی ہیں اور آپ ﷺ کی طرف سے قرآن وسنت کی شکل میں انسانوں کے لیے جو دین بھیجا گیا ہے وہی دین حق ہے۔ اسی پر چلنے کا حکم ہے۔ حقیقت یہ ہے کہ انسان کی دنیا وآخرت دونوں کی کامیابی اسی میں ہے کہ اقرار وتصدیق سے وابستہ ہے۔ قرآن کریم میں ارشاد ہے کہ ایمانی زندگی میں ایمان والوں سے طے کرنے کا حکم ہے۔ ایمان کے لغوی معنی ہیں یقین کرنا، تصدیق کرنا، مان لینا۔ اقرار کرنا وغیرہ۔ اصطلاح شریعت میں ایمان کہتے ہیں ان حقیقتوں کے قبول واعتراف کو کہ اللہ واحد ہے، شریک نہیں ہے۔ یعنی ۔۔ کہا جاتا ہے اس کا کوئی بھی شریک نہیں ۔۔ وہی معبود برحق ہے عبادت صرف اسی ایک ہستی کی کی جانے کی ہوتی ہے، تمام کائنات کا خالق، مالک اور رب ہے اسی کے نام کا ذکر ہے۔ الٰہی رسولؐ کے ہاں ہیں اور حضرت محمد ﷺ اس کے بندے اور آخری نبی ہیں اور آپ ﷺ کی طرف سے قرآن وسنت کی شکل میں انسانوں کے لیے جو دین بھیجا گیا ہے وہی دین حق ہے۔ اسی پر چلنے کا حکم ہے۔ حقیقت یہ ہے کہ انسان کی دنیا وآخرت دونوں کی کامیابی اسی میں ہے کہ اقرار وتصدیق سے وابستہ ہے۔ قرآن کریم میں ارشاد ہے کہ ایمانی زندگی میں ایمان والوں سے طے کرنے کا حکم ہے۔ ایمان کے لغوی معنی ہیں یقین کرنا، تصدیق کرنا، مان لینا۔ اقرار کرنا وغیرہ۔ اصطلاح شریعت میں ایمان کہتے ہیں ان حقیقتوں کے قبول واعتراف کو کہ اللہ واحد ہے، شریک نہیں ہے۔ یعنی ۔۔ کہا جاتا ہے اس کا کوئی بھی شریک نہیں ۔۔ وہی معبود برحق ہے عبادت صرف اسی ایک ہستی کی کی جانے کی ہوتی ہے، تمام کائنات کا خالق، مالک اور رب ہے اسی کے نام کا ذکر ہے۔ الٰہی رسولؐ کے ہاں ہیں اور حضرت محمد ﷺ اس کے بندے اور آخری نبی ہیں اور آپ ﷺ کی طرف سے قرآن وسنت کی شکل میں انسانوں کے لیے جو دین بھیجا گیا ہے وہی دین حق ہے۔ اسی پر چلنے کا حکم ہے۔ حقیقت یہ ہے کہ انسان کی دنیا وآخرت دونوں کی کامیابی اسی میں ہے کہ اقرار وتصدیق سے وابستہ ہے۔ قرآن کریم میں ارشاد ہے کہ ایمانی زندگی میں ایمان والوں سے طے کرنے کا حکم ہے۔ ایمان کے لغوی معنی ہیں یقین کرنا، تصدیق کرنا، مان لینا۔ اقرار کرنا وغیرہ۔ اصطلاح شریعت میں ایمان کہتے ہیں ان حقیقتوں کے قبول واعتراف کو کہ اللہ واحد ہے، شریک نہیں ہے۔ یعنی ۔۔ کہا جاتا ہے اس کا کوئی بھی شریک نہیں ۔۔ وہی معبود برحق ہے عبادت صرف اسی ایک ہستی کی کی جانے کی ہوتی ہے، تمام کائنات کا خالق، مالک اور رب ہے اسی کے نام کا ذکر ہے۔ الٰہی رسولؐ کے ہاں ہیں اور حضرت محمد ﷺ اس کے بندے اور آخری نبی ہیں اور آپ ﷺ کی طرف سے قرآن وسنت کی شکل میں انسانوں کے لیے جو دین بھیجا گیا ہے وہی دین حق ہے۔ اسی پر چلنے کا حکم ہے۔ — [601, 124, 674, 504]
sunflower-intro-right: سورج مکھی کے بیج غذائیت سے بھرپور ہوتے ہیں اور وٹامن، معدنیات اور صحت مند چکنائی کا بہترین ذریعہ سمجھے جاتے ہیں۔ یہ چھوٹے سے نظر آنے والے بیج بے شمار فوائد رکھتے ہیں۔ ماہرین غذائیت کے مطابق روزانہ ایک مٹھی سورج مکھی کے بیج کھانے سے جسم کو ضروری اجزاء مل جاتے ہیں۔ سورج مکھی کے بیج غذائیت سے بھرپور ہوتے ہیں اور وٹامن، معدنیات اور صحت مند چکنائی کا بہترین ذریعہ سمجھے جاتے ہیں۔ یہ چھوٹے سے نظر آنے والے بیج بے شمار فوائد رکھتے ہیں۔ — [188, 485, 246, 559]
cold-col-right-text: سردیوں کا موسم جہاں خوشگوار لمحات اور گرم کپڑوں کا سکون لے کر آتا ہے وہیں بہت سے افراد کے لیے سینے کی جکڑن، ناک بند ہونے اور سانس لینے میں دشواری جیسی مشکلات بھی پیدا کر دیتا ہے۔ سردیوں کے دوران یہ مسائل خصوصاً بزرگوں اور بچوں میں زیادہ دیکھنے میں آتے ہیں جن میں کھانسی اور بلغم کی شکایت عام ہوتی ہے۔ ماہرین کے مطابق سردی میں خشک ہوا اور اسموگ سانس کی نالیوں پر منفی اثرات مرتب کرتی ہے۔ — [190, 795, 246, 868]
daughter-body-2: ہمارے پیارے آقا حضرت محمد ﷺ نے بیٹیوں کے ساتھ حسن سلوک کی بڑی فضیلت بیان فرمائی ہے۔ آپ ﷺ نے فرمایا کہ جس نے دو بیٹیوں کی پرورش کی وہ جنت میں میرے ساتھ اس طرح ہو گا۔ دور جہالت میں بیٹی کو باعث عار سمجھا جاتا تھا اور اسے زندہ درگور کر دیا جاتا تھا۔ اسلام نے اس ظلم کا خاتمہ کیا اور بیٹی کو عزت واحترام کا مقام عطا فرمایا۔ والدین کو چاہیے کہ بیٹوں اور بیٹیوں کے درمیان فرق روا نہ رکھیں۔ تعلیم وتربیت، خوراک اور محبت میں برابری کا سلوک کریں۔ یہی اسلام کا حکم ہے۔ بیٹی کی پرورش کرنے والے کے لیے جنت کی بشارت ہے۔ اللہ تعالیٰ ہمیں اس پر عمل کی توفیق عطا فرمائے۔ آمین۔ بیٹی کا وجود والدین کی طرف سے ایک نعمت، اور رحمت ہے۔ والدین پر لازم ہے کہ حسن سلوک کریں اور بہترین تربیت دیں۔ اسلام نے بیٹی کے ساتھ وہ سلوک روا رکھا ہے جو اس کے شایان شان ہے۔ ہمارے پیارے آقا حضرت محمد ﷺ نے بیٹیوں کے ساتھ حسن سلوک کی بڑی فضیلت بیان فرمائی ہے۔ آپ ﷺ نے فرمایا کہ جس نے دو بیٹیوں کی پرورش کی وہ جنت میں میرے ساتھ اس طرح ہو گا۔ دور جہالت میں بیٹی کو باعث عار سمجھا جاتا تھا اور اسے زندہ درگور کر دیا جاتا تھا۔ اسلام نے اس ظلم کا خاتمہ کیا اور بیٹی کو عزت واحترام کا مقام عطا فرمایا۔ والدین کو چاہیے کہ بیٹوں اور بیٹیوں کے درمیان فرق روا نہ رکھیں۔ تعلیم وتربیت، خوراک اور محبت میں برابری کا سلوک کریں۔ یہی اسلام کا حکم ہے۔ بیٹی کی پرورش کرنے والے کے لیے جنت کی بشارت ہے۔ اللہ تعالیٰ ہمیں اس پر عمل کی توفیق عطا فرمائے۔ آمین۔ بیٹی کا وجود والدین کی طرف سے ایک نعمت، اور رحمت ہے۔ والدین پر لازم ہے کہ حسن سلوک کریں اور بہترین تربیت دیں۔ اسلام نے بیٹی کے ساتھ وہ سلوک روا رکھا ہے جو اس کے شایان شان ہے۔ ہمارے پیارے آقا حضرت محمد ﷺ نے بیٹیوں کے ساتھ حسن سلوک کی بڑی فضیلت بیان فرمائی ہے۔ آپ ﷺ نے فرمایا کہ جس نے دو بیٹیوں کی پرورش کی وہ جنت میں میرے ساتھ اس طرح ہو گا۔ دور جہالت میں بیٹی کو باعث عار سمجھا جاتا تھا اور اسے زندہ درگور کر دیا جاتا تھا۔ اسلام نے اس ظلم کا خاتمہ کیا اور بیٹی کو عزت واحترام کا مقام عطا فرمایا۔ والدین کو چاہیے کہ بیٹوں اور بیٹیوں کے درمیان فرق روا نہ رکھیں۔ تعلیم وتربیت، خوراک اور محبت میں برابری کا سلوک کریں۔ یہی اسلام کا حکم ہے۔ — [512, 591, 589, 857]
sugar-headline — [2, 37, 246, 106]
sunflower-section-title: جلد کی صحت — [42, 652, 79, 659]
sugar-bottom-col-2 — [86, 208, 161, 410]
daughter-col-b — [470, 515, 567, 584]
cold-col-left-text: بہاروں میں بھی کی تبدیلی اس سکی تھی۔ سردیوں میں گھر سے باہر نکلنے والے خاص طور پر متاثر ہوتے ہیں۔ گرم پانی کی بھاپ لینا ناک کی بندش دور کرنے کا آزمودہ طریقہ ہے، اس میں چند قطرے یوکلپٹس یا ویکس تیل شامل کرنے سے فائدہ بڑھ جاتا ہے۔ اس کے علاوہ ادرک، لیموں اور شہد کی چائے گرم رہنے اور بلغم کی جکڑن کم کرنے اور بلغم خارج کرنے میں مدد دیتی ہے۔ — [1, 795, 58, 865]
masthead-logo-wrap — [296, 3, 385, 26]
center-vertical-divider — [251, 37, 252, 1045]
lead-col-5-text: غفلت قابل کرنے والوں کا عجیب مکتبہ ہے۔ ایمان اور شرک۔ اگر کسی دوسرے میں نہیں نہ نہ حاصل ہے اور ہے جو کافروں کے ساتھ نماز بھی کی جس نے لا کاٹ کرا کہ اس پر اثر لگا آزادی مسلم نمازوں کی، ہم لوگ کے اس وقت سے نماز لوگوں کا کاموں کی سے کے طلبے ہیں۔ اسی میں بھی ساحت کے کیفیت دیکھا پڑھ کرنا چاہیے۔ ایمان والوں کی ایک ایمانی صفت اتفاق تھی تکمیل اللہ بتایا گیا ہے تکمیل اللہ نے انہیں جو حکم اور جگانہ بھی زندگی دیا ہے اسے طریقے کے واسطے میں لاتی کرتے رہتے ہیں۔ ایمان اور شرک۔ اگر کسی دوسرے میں نہیں نہ نہ حاصل ہے اور ہے جو کافروں کے ساتھ نماز بھی کی جس نے لا کاٹ کرا کہ اس پر اثر لگا آزادی مسلم نمازوں کی، ہم لوگ کے اس وقت سے نماز لوگوں کا کاموں کی سے کے طلبے ہیں۔ اسی میں بھی ساحت کے کیفیت دیکھا پڑھ کرنا چاہیے۔ ایمان والوں کی ایک ایمانی صفت اتفاق تھی تکمیل اللہ بتایا گیا ہے تکمیل اللہ نے انہیں جو حکم اور جگانہ بھی زندگی دیا ہے اسے طریقے کے واسطے میں لاتی کرتے رہتے ہیں۔ غفلت قابل کرنے والوں کا عجیب مکتبہ ہے۔ ایمان اور شرک۔ اگر کسی دوسرے میں نہیں نہ نہ حاصل ہے اور ہے جو کافروں کے ساتھ نماز بھی کی جس نے لا کاٹ کرا کہ اس پر اثر لگا آزادی مسلم نمازوں کی، ہم لوگ کے اس وقت سے نماز لوگوں کا کاموں کی سے کے طلبے ہیں۔ اسی میں بھی ساحت کے کیفیت دیکھا پڑھ کرنا چاہیے۔ ایمان والوں کی ایک ایمانی صفت اتفاق تھی تکمیل اللہ بتایا گیا ہے تکمیل اللہ نے انہیں جو حکم اور جگانہ بھی زندگی دیا ہے اسے طریقے کے واسطے میں لاتی کرتے رہتے ہیں۔ — [256, 116, 330, 306]
sunflower-sections-col-right — [2, 573, 120, 688]
sunflower-section-text: وٹامن ای جلد کو تروتازہ اور جوان رکھنے میں مدد دیتا ہے۔ یہ جھریوں کو کم کرتا ہے اور جلد کی قدرتی چمک برقرار رکھتا ہے۔ — [2, 661, 120, 672]
cold-photo-wrap — [67, 796, 182, 882]
sugar-cube — [97, 141, 109, 153]
sugar-bottom-row — [2, 208, 246, 415]
daughter-top-row — [257, 515, 674, 585]
sunflower-seed — [149, 499, 154, 506]
cold-headline-line-1: سرد موسم میں سینے کی جکڑن اور ناک — [7, 698, 241, 739]
lead-col-4 — [339, 117, 412, 339]
daughter-col-b-text: دور جہالت میں بیٹی کو باعث عار سمجھا جاتا تھا اور اسے زندہ درگور کر دیا جاتا تھا۔ اسلام نے اس ظلم کا خاتمہ کیا اور بیٹی کو عزت واحترام کا مقام عطا فرمایا۔ والدین کو چاہیے کہ بیٹوں اور بیٹیوں کے درمیان فرق روا نہ رکھیں۔ تعلیم وتربیت، خوراک اور محبت میں برابری کا سلوک کریں۔ یہی اسلام کا حکم ہے۔ بیٹی کی پرورش کرنے والے کے لیے جنت کی بشارت ہے۔ اللہ تعالیٰ ہمیں اس پر عمل کی توفیق عطا فرمائے۔ آمین۔ بیٹی کا وجود والدین کی طرف سے ایک نعمت، اور رحمت ہے۔ والدین پر لازم ہے کہ حسن سلوک کریں اور بہترین تربیت دیں۔ اسلام نے بیٹی کے ساتھ وہ سلوک روا رکھا ہے جو اس کے شایان شان ہے۔ — [470, 514, 568, 580]
sunflower-section-title: وزن کو قابو میں رکھنے میں مدد گار — [6, 529, 56, 544]
sugar-bottom-col-3 — [2, 208, 77, 410]
sunflower-seed — [157, 511, 164, 517]
sunflower-seed — [126, 501, 133, 506]
sunflower-headline-line-2: غذائیت سے بھرپور سپر فوڈ — [16, 454, 232, 473]
lead-article — [257, 37, 674, 507]
sunflower-section-title: دل کی صحت — [43, 587, 79, 594]
daughter-body-5: بیٹی کی پرورش کرنے والے کے لیے جنت کی بشارت ہے۔ اللہ تعالیٰ ہمیں اس پر عمل کی توفیق عطا فرمائے۔ آمین۔ بیٹی کا وجود والدین کی طرف سے ایک نعمت، اور رحمت ہے۔ والدین پر لازم ہے کہ حسن سلوک کریں اور بہترین تربیت دیں۔ اسلام نے بیٹی کے ساتھ وہ سلوک روا رکھا ہے جو اس کے شایان شان ہے۔ ہمارے پیارے آقا حضرت محمد ﷺ نے بیٹیوں کے ساتھ حسن سلوک کی بڑی فضیلت بیان فرمائی ہے۔ آپ ﷺ نے فرمایا کہ جس نے دو بیٹیوں کی پرورش کی وہ جنت میں میرے ساتھ اس طرح ہو گا۔ دور جہالت میں بیٹی کو باعث عار سمجھا جاتا تھا اور اسے زندہ درگور کر دیا جاتا تھا۔ اسلام نے اس ظلم کا خاتمہ کیا اور بیٹی کو عزت واحترام کا مقام عطا فرمایا۔ والدین کو چاہیے کہ بیٹوں اور بیٹیوں کے درمیان فرق روا نہ رکھیں۔ تعلیم وتربیت، خوراک اور محبت میں برابری کا سلوک کریں۔ یہی اسلام کا حکم ہے۔ بیٹی کی پرورش کرنے والے کے لیے جنت کی بشارت ہے۔ اللہ تعالیٰ ہمیں اس پر عمل کی توفیق عطا فرمائے۔ آمین۔ بیٹی کا وجود والدین کی طرف سے ایک نعمت، اور رحمت ہے۔ والدین پر لازم ہے کہ حسن سلوک کریں اور بہترین تربیت دیں۔ اسلام نے بیٹی کے ساتھ وہ سلوک روا رکھا ہے جو اس کے شایان شان ہے۔ ہمارے پیارے آقا حضرت محمد ﷺ نے بیٹیوں کے ساتھ حسن سلوک کی بڑی فضیلت بیان فرمائی ہے۔ آپ ﷺ نے فرمایا کہ جس نے دو بیٹیوں کی پرورش کی وہ جنت میں میرے ساتھ اس طرح ہو گا۔ دور جہالت میں بیٹی کو باعث عار سمجھا جاتا تھا اور اسے زندہ درگور کر دیا جاتا تھا۔ اسلام نے اس ظلم کا خاتمہ کیا اور بیٹی کو عزت واحترام کا مقام عطا فرمایا۔ والدین کو چاہیے کہ بیٹوں اور بیٹیوں کے درمیان فرق روا نہ رکھیں۔ تعلیم وتربیت، خوراک اور محبت میں برابری کا سلوک کریں۔ یہی اسلام کا حکم ہے۔ بیٹی کی پرورش کرنے والے کے لیے جنت کی بشارت ہے۔ اللہ تعالیٰ ہمیں اس پر عمل کی توفیق عطا فرمائے۔ آمین۔ بیٹی کا وجود والدین کی طرف سے ایک نعمت، اور رحمت ہے۔ والدین پر لازم ہے کہ حسن سلوک کریں اور بہترین تربیت دیں۔ اسلام نے بیٹی کے ساتھ وہ سلوک روا رکھا ہے جو اس کے شایان شان ہے۔ ہمارے پیارے آقا حضرت محمد ﷺ نے بیٹیوں کے ساتھ حسن سلوک کی بڑی فضیلت بیان فرمائی ہے۔ آپ ﷺ نے فرمایا کہ جس نے دو بیٹیوں کی پرورش کی وہ جنت میں میرے ساتھ اس طرح ہو گا۔ — [256, 591, 334, 862]
sunflower-photo — [69, 485, 180, 563]
daughter-body-3: دور جہالت میں بیٹی کو باعث عار سمجھا جاتا تھا اور اسے زندہ درگور کر دیا جاتا تھا۔ اسلام نے اس ظلم کا خاتمہ کیا اور بیٹی کو عزت واحترام کا مقام عطا فرمایا۔ والدین کو چاہیے کہ بیٹوں اور بیٹیوں کے درمیان فرق روا نہ رکھیں۔ تعلیم وتربیت، خوراک اور محبت میں برابری کا سلوک کریں۔ یہی اسلام کا حکم ہے۔ بیٹی کی پرورش کرنے والے کے لیے جنت کی بشارت ہے۔ اللہ تعالیٰ ہمیں اس پر عمل کی توفیق عطا فرمائے۔ آمین۔ بیٹی کا وجود والدین کی طرف سے ایک نعمت، اور رحمت ہے۔ والدین پر لازم ہے کہ حسن سلوک کریں اور بہترین تربیت دیں۔ اسلام نے بیٹی کے ساتھ وہ سلوک روا رکھا ہے جو اس کے شایان شان ہے۔ ہمارے پیارے آقا حضرت محمد ﷺ نے بیٹیوں کے ساتھ حسن سلوک کی بڑی فضیلت بیان فرمائی ہے۔ آپ ﷺ نے فرمایا کہ جس نے دو بیٹیوں کی پرورش کی وہ جنت میں میرے ساتھ اس طرح ہو گا۔ دور جہالت میں بیٹی کو باعث عار سمجھا جاتا تھا اور اسے زندہ درگور کر دیا جاتا تھا۔ اسلام نے اس ظلم کا خاتمہ کیا اور بیٹی کو عزت واحترام کا مقام عطا فرمایا۔ والدین کو چاہیے کہ بیٹوں اور بیٹیوں کے درمیان فرق روا نہ رکھیں۔ تعلیم وتربیت، خوراک اور محبت میں برابری کا سلوک کریں۔ یہی اسلام کا حکم ہے۔ بیٹی کی پرورش کرنے والے کے لیے جنت کی بشارت ہے۔ اللہ تعالیٰ ہمیں اس پر عمل کی توفیق عطا فرمائے۔ آمین۔ بیٹی کا وجود والدین کی طرف سے ایک نعمت، اور رحمت ہے۔ والدین پر لازم ہے کہ حسن سلوک کریں اور بہترین تربیت دیں۔ اسلام نے بیٹی کے ساتھ وہ سلوک روا رکھا ہے جو اس کے شایان شان ہے۔ ہمارے پیارے آقا حضرت محمد ﷺ نے بیٹیوں کے ساتھ حسن سلوک کی بڑی فضیلت بیان فرمائی ہے۔ آپ ﷺ نے فرمایا کہ جس نے دو بیٹیوں کی پرورش کی وہ جنت میں میرے ساتھ اس طرح ہو گا۔ دور جہالت میں بیٹی کو باعث عار سمجھا جاتا تھا اور اسے زندہ درگور کر دیا جاتا تھا۔ اسلام نے اس ظلم کا خاتمہ کیا اور بیٹی کو عزت واحترام کا مقام عطا فرمایا۔ والدین کو چاہیے کہ بیٹوں اور بیٹیوں کے درمیان فرق روا نہ رکھیں۔ تعلیم وتربیت، خوراک اور محبت میں برابری کا سلوک کریں۔ یہی اسلام کا حکم ہے۔ بیٹی کی پرورش کرنے والے کے لیے جنت کی بشارت ہے۔ اللہ تعالیٰ ہمیں اس پر عمل کی توفیق عطا فرمائے۔ آمین۔ — [427, 591, 504, 851]
lead-headline: اللہ تعالیٰ پر ایمان اور اس کے بنیادی تقاضے — [259, 42, 672, 102]
lead-col-2 — [520, 117, 593, 404]
man-hand-shape — [118, 827, 133, 842]
cold-headline — [2, 696, 246, 789]
page-body — [1, 37, 674, 1268]
